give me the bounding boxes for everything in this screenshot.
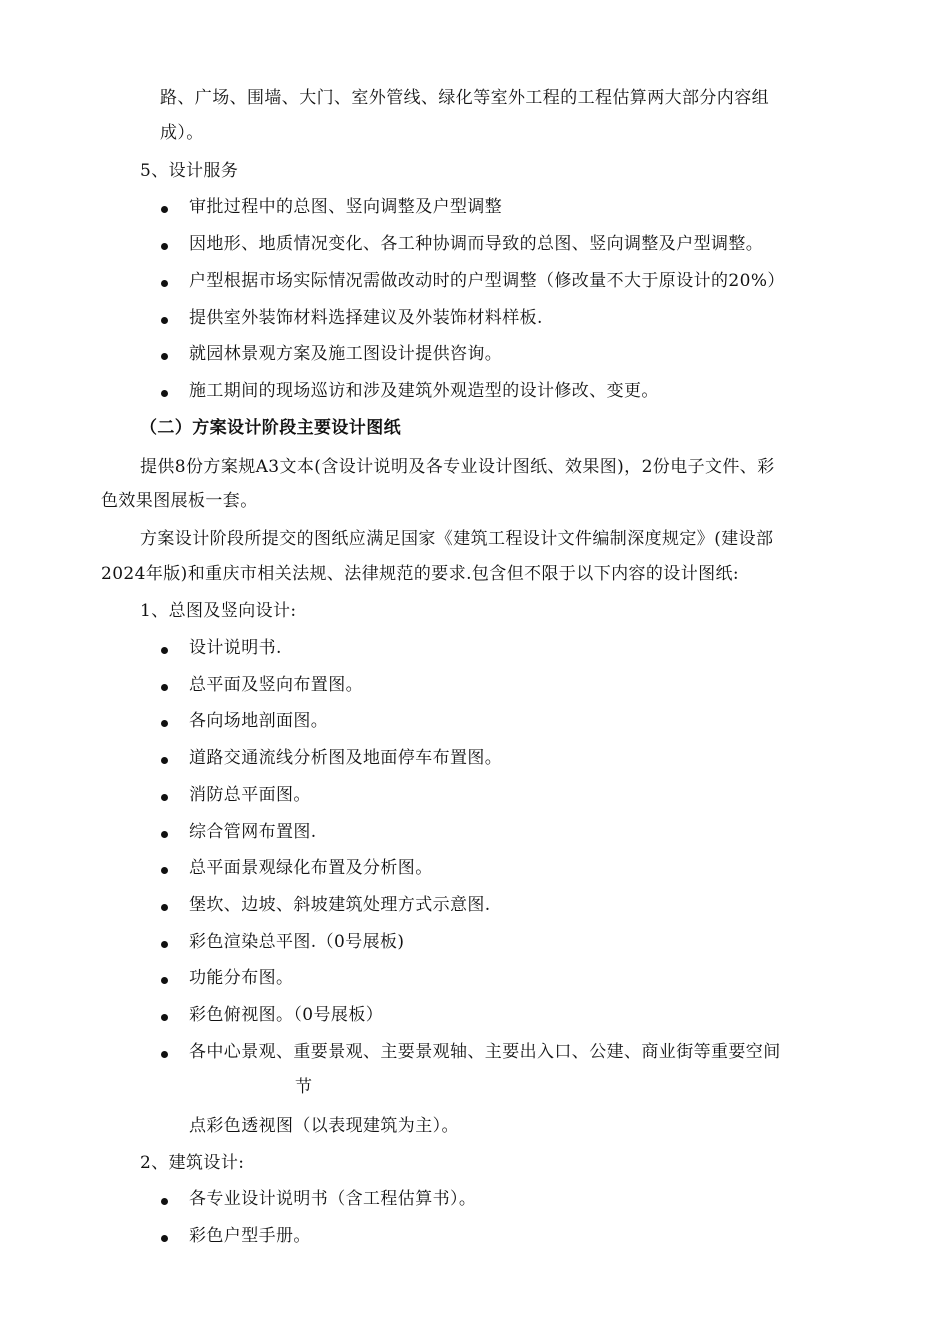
- list-item: 功能分布图。: [189, 968, 294, 988]
- list-item: 总平面景观绿化布置及分析图。: [189, 858, 433, 878]
- bullet-icon: [161, 1198, 168, 1205]
- list-item: 户型根据市场实际情况需做改动时的户型调整（修改量不大于原设计的20%）: [189, 271, 785, 291]
- list-item: 提供室外装饰材料选择建议及外装饰材料样板.: [189, 308, 543, 328]
- bullet-icon: [161, 1051, 168, 1058]
- list-item: 彩色渲染总平图.（0号展板): [189, 932, 405, 952]
- list-item: 设计说明书.: [189, 638, 282, 658]
- subsection-heading: 1、总图及竖向设计:: [140, 601, 297, 621]
- bullet-icon: [161, 904, 168, 911]
- bullet-icon: [161, 317, 168, 324]
- paragraph-line: 方案设计阶段所提交的图纸应满足国家《建筑工程设计文件编制深度规定》(建设部: [140, 529, 774, 549]
- list-item-continuation: 点彩色透视图（以表现建筑为主）。: [189, 1116, 459, 1136]
- bullet-icon: [161, 977, 168, 984]
- paragraph-line: 色效果图展板一套。: [101, 491, 258, 511]
- list-item: 消防总平面图。: [189, 785, 311, 805]
- bullet-icon: [161, 1014, 168, 1021]
- list-item: 各专业设计说明书（含工程估算书）。: [189, 1189, 477, 1209]
- list-item: 审批过程中的总图、竖向调整及户型调整: [189, 197, 503, 217]
- list-item: 综合管网布置图.: [189, 822, 317, 842]
- wrap-fragment: 节: [295, 1077, 313, 1097]
- bullet-icon: [161, 757, 168, 764]
- bullet-icon: [161, 390, 168, 397]
- list-item: 各中心景观、重要景观、主要景观轴、主要出入口、公建、商业街等重要空间: [189, 1042, 781, 1062]
- bullet-icon: [161, 867, 168, 874]
- bullet-icon: [161, 1235, 168, 1242]
- intro-line: 成）。: [160, 123, 204, 143]
- intro-line: 路、广场、围墙、大门、室外管线、绿化等室外工程的工程估算两大部分内容组: [160, 88, 769, 108]
- bullet-icon: [161, 243, 168, 250]
- part-heading: （二）方案设计阶段主要设计图纸: [140, 418, 401, 438]
- list-item: 各向场地剖面图。: [189, 711, 329, 731]
- bullet-icon: [161, 206, 168, 213]
- list-item: 彩色户型手册。: [189, 1226, 311, 1246]
- bullet-icon: [161, 684, 168, 691]
- paragraph-line: 2024年版)和重庆市相关法规、法律规范的要求.包含但不限于以下内容的设计图纸:: [101, 564, 740, 584]
- bullet-icon: [161, 720, 168, 727]
- section-heading: 5、设计服务: [140, 161, 239, 181]
- bullet-icon: [161, 353, 168, 360]
- subsection-heading: 2、建筑设计:: [140, 1153, 245, 1173]
- list-item: 因地形、地质情况变化、各工种协调而导致的总图、竖向调整及户型调整。: [189, 234, 764, 254]
- list-item: 彩色俯视图。（0号展板）: [189, 1005, 384, 1025]
- bullet-icon: [161, 280, 168, 287]
- bullet-icon: [161, 647, 168, 654]
- list-item: 施工期间的现场巡访和涉及建筑外观造型的设计修改、变更。: [189, 381, 659, 401]
- paragraph-line: 提供8份方案规A3文本(含设计说明及各专业设计图纸、效果图)，2份电子文件、彩: [140, 457, 775, 477]
- list-item: 堡坎、边坡、斜坡建筑处理方式示意图.: [189, 895, 491, 915]
- bullet-icon: [161, 794, 168, 801]
- list-item: 道路交通流线分析图及地面停车布置图。: [189, 748, 503, 768]
- bullet-icon: [161, 941, 168, 948]
- list-item: 总平面及竖向布置图。: [189, 675, 363, 695]
- bullet-icon: [161, 831, 168, 838]
- list-item: 就园林景观方案及施工图设计提供咨询。: [189, 344, 503, 364]
